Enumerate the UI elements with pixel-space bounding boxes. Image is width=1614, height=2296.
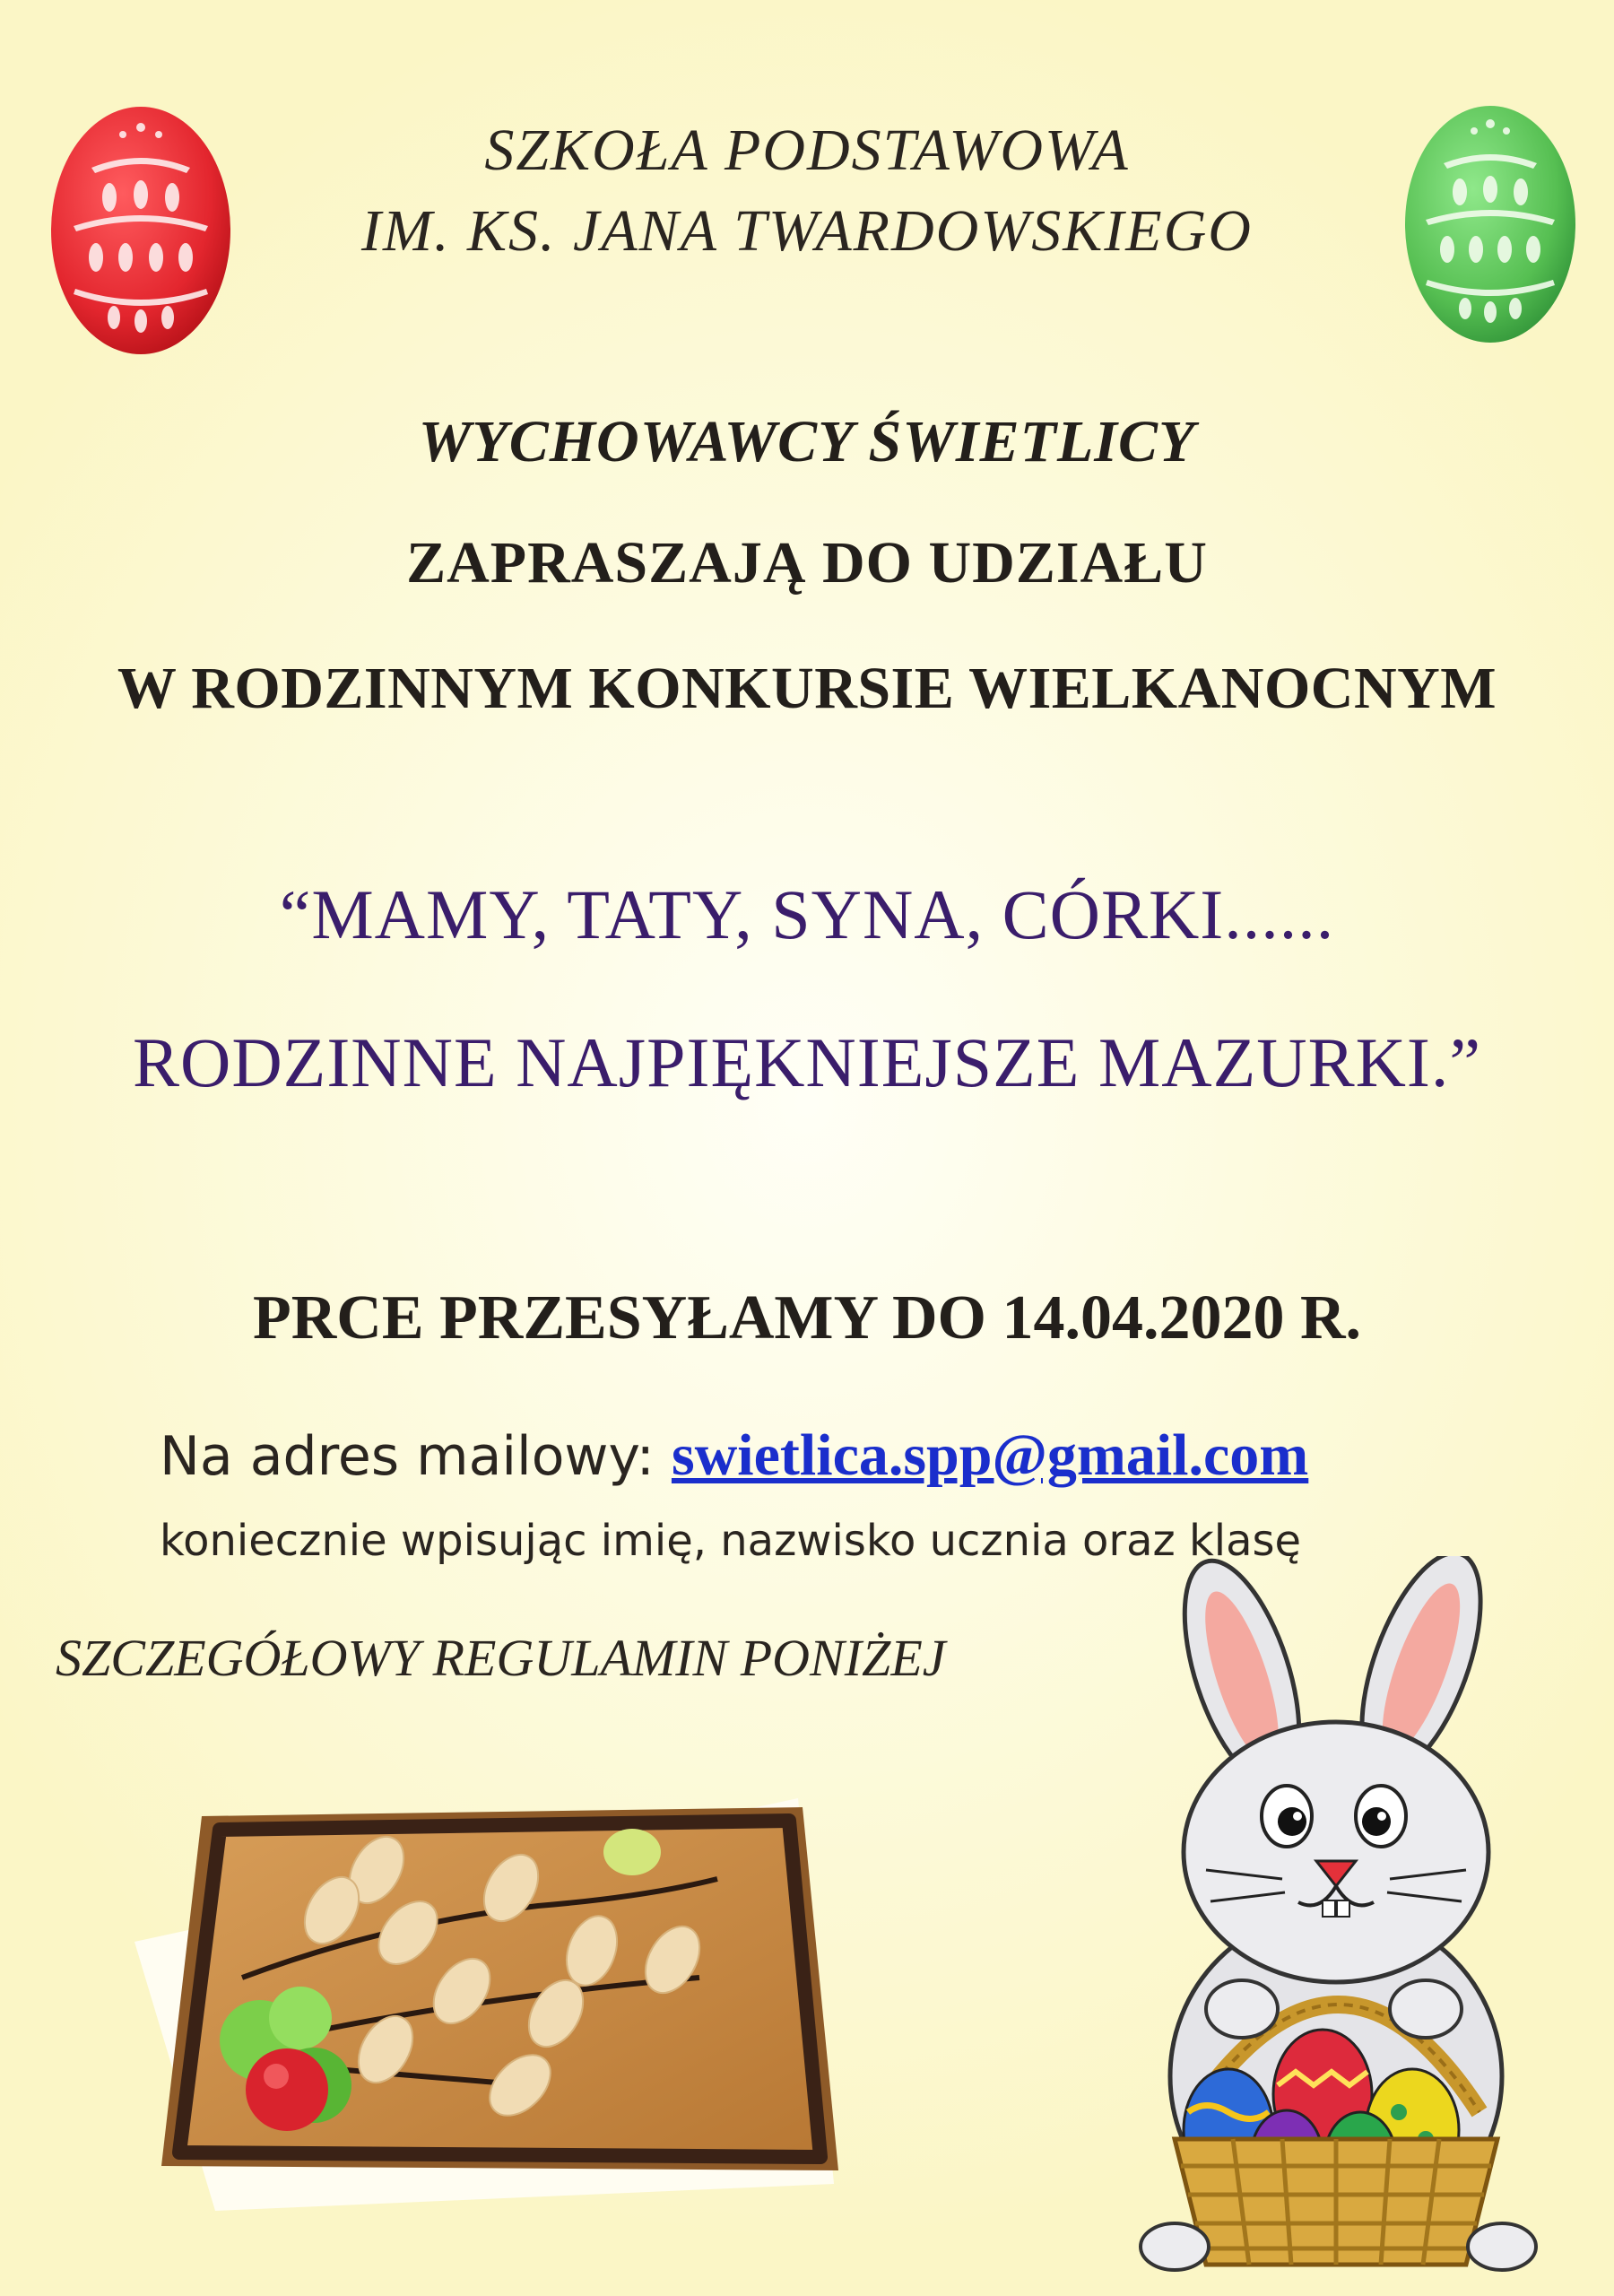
rules-note: SZCZEGÓŁOWY REGULAMIN PONIŻEJ <box>56 1629 946 1687</box>
contest-heading: W RODZINNYM KONKURSIE WIELKANOCNYM <box>117 656 1497 721</box>
school-name-line1: SZKOŁA PODSTAWOWA <box>484 117 1130 183</box>
easter-bunny-with-basket-image <box>1125 1556 1547 2274</box>
email-label: Na adres mailowy: <box>160 1425 672 1488</box>
contest-title-line2: RODZINNE NAJPIĘKNIEJSZE MAZURKI.” <box>132 1023 1482 1101</box>
organizers-heading: WYCHOWAWCY ŚWIETLICY <box>418 409 1196 474</box>
contest-title-line1: “MAMY, TATY, SYNA, CÓRKI...... <box>279 875 1335 953</box>
invite-heading: ZAPRASZAJĄ DO UDZIAŁU <box>406 530 1208 596</box>
deadline-text: PRCE PRZESYŁAMY DO 14.04.2020 R. <box>252 1283 1362 1352</box>
mazurek-cake-image <box>134 1762 852 2229</box>
submission-note: koniecznie wpisując imię, nazwisko ucznia oraz klasę <box>160 1516 1302 1566</box>
email-row <box>160 1422 1308 1490</box>
email-link[interactable]: swietlica.spp@gmail.com <box>671 1422 1309 1488</box>
school-name-line2: IM. KS. JANA TWARDOWSKIEGO <box>361 198 1253 264</box>
